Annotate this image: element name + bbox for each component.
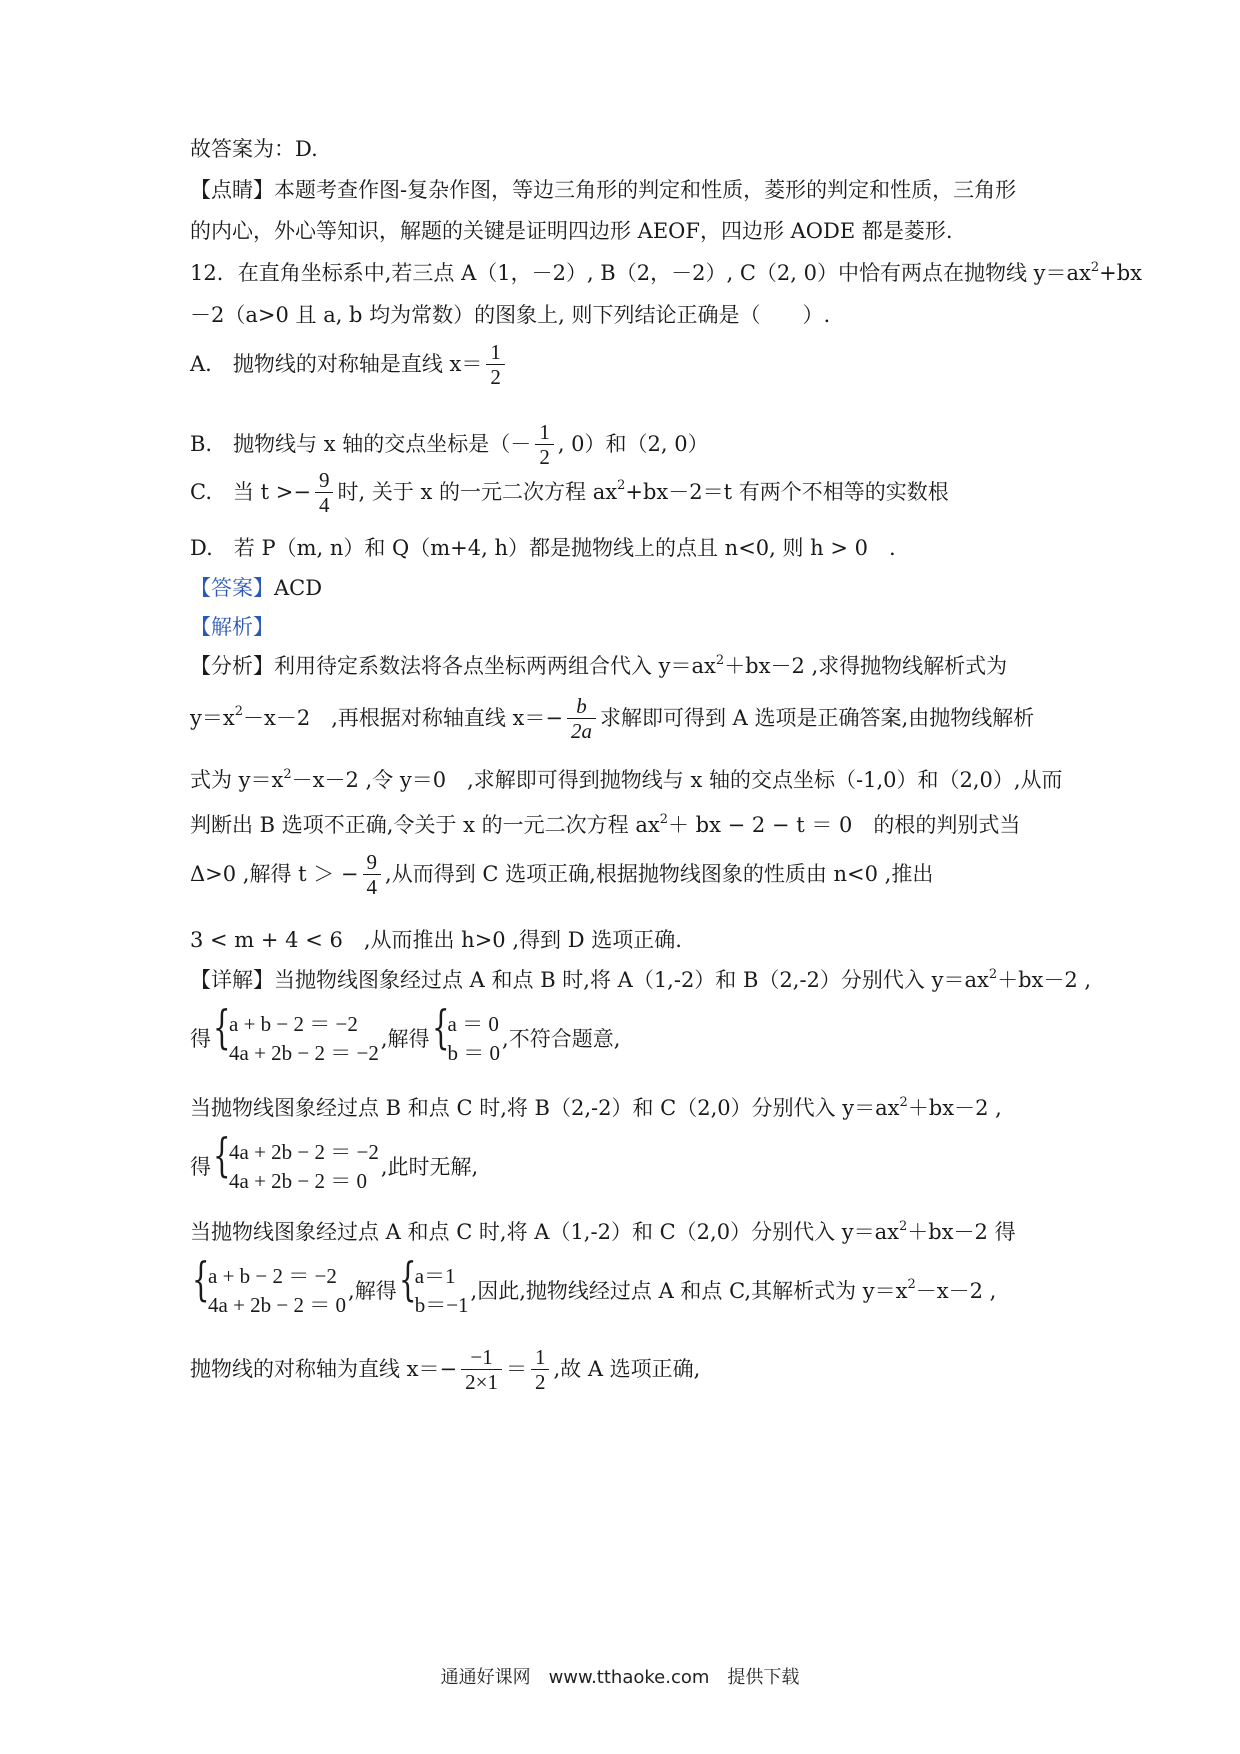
option-a [190,340,509,389]
question-text-tail: +bx [1099,261,1143,285]
system-suffix: ,不符合题意, [502,1026,621,1051]
fenxi-text: －x－2 ,令 y＝0 ,求解即可得到抛物线与 x 轴的交点坐标（-1,0）和（2,0）,从而 [291,768,1063,792]
option-b-text: B. 抛物线与 x 轴的交点坐标是（－ [190,432,532,457]
fenxi-text-tail: 求解即可得到 A 选项是正确答案,由抛物线解析 [600,706,1035,731]
fenxi-text: －x－2 ,再根据对称轴直线 x＝− [243,706,563,731]
xiangjie-line-2 [190,1095,1002,1120]
fraction-b-over-2a: $\frac{b}{2a}$ [567,694,596,743]
system-suffix: ,因此,抛物线经过点 A 和点 C,其解析式为 y＝x [470,1278,908,1303]
xiangjie-line-1 [190,967,1092,992]
question-text: 12．在直角坐标系中,若三点 A（1，－2）, B（2，－2）, C（2, 0）中恰有两点在抛物线 y＝ax [190,261,1091,285]
last-line-text-tail: ,故 A 选项正确, [553,1357,701,1382]
xiangjie-text: 当抛物线图象经过点 A 和点 C 时,将 A（1,-2）和 C（2,0）分别代入 y＝ax [190,1220,899,1244]
fraction-nine-quarters: $\frac{9}{4}$ [363,850,382,899]
xiangjie-text-tail: ＋bx－2 , [907,1096,1002,1120]
fenxi-tag: 【分析】 [190,654,274,678]
system-mid: ,解得 [348,1278,397,1303]
fraction-half: $\frac{1}{2}$ [535,420,554,469]
superscript: 2 [715,653,725,668]
fenxi-text: Δ>0 ,解得 t ＞ − [190,862,359,887]
fenxi-line-3 [190,767,1063,792]
option-c-text-tail: +bx－2＝t 有两个不相等的实数根 [625,480,949,505]
equation-system-3: { a + b − 2 ＝ −2 4a + 2b − 2 ＝ 0 [192,1252,347,1318]
superscript: 2 [617,478,626,494]
fenxi-text: 判断出 B 选项不正确,令关于 x 的一元二次方程 ax [190,813,660,837]
last-line: 抛物线的对称轴为直线 x＝− $\frac{-1}{2\times 1}$ ＝ $\frac{1}{2}$ ,故 A 选项正确, [190,1345,701,1395]
system-prefix: 得 [190,1026,211,1051]
system-prefix: 得 [190,1154,211,1179]
fenxi-text-tail: ,从而得到 C 选项正确,根据抛物线图象的性质由 n<0 ,推出 [385,862,934,887]
solution-system-3: { a＝1 b＝−1 [398,1252,469,1318]
superscript: 2 [898,1219,908,1234]
superscript: 2 [1090,260,1100,275]
solution-system-1: { a ＝ 0 b ＝ 0 [431,1000,501,1066]
xiangjie-tag: 【详解】 [190,968,274,992]
superscript: 2 [907,1276,916,1292]
fenxi-line-6: 3 < m + 4 < 6 ,从而推出 h>0 ,得到 D 选项正确. [190,928,682,952]
superscript: 2 [283,767,292,782]
fenxi-line-1 [190,653,1008,678]
superscript: 2 [659,812,668,827]
xiangjie-text: 当抛物线图象经过点 A 和点 B 时,将 A（1,-2）和 B（2,-2）分别代入 y＝ax [274,968,989,992]
option-b [190,420,709,469]
superscript: 2 [899,1095,908,1110]
option-d: D. 若 P（m, n）和 Q（m+4, h）都是抛物线上的点且 n<0, 则 h > 0 . [190,536,896,560]
question-12-line-1 [190,260,1143,285]
option-c-text-mid: 时, 关于 x 的一元二次方程 ax [337,480,618,505]
fenxi-line-5 [190,850,933,899]
question-12-line-2: －2（a>0 且 a, b 均为常数）的图象上, 则下列结论正确是（ ）. [190,303,831,327]
superscript: 2 [988,967,998,982]
fenxi-eq: 式为 y＝x [190,768,284,792]
fenxi-text-tail: ＋bx－2 ,求得抛物线解析式为 [724,654,1008,678]
fenxi-eq: y＝x [190,706,235,731]
answer-value: ACD [274,576,323,600]
xiangjie-text: 当抛物线图象经过点 B 和点 C 时,将 B（2,-2）和 C（2,0）分别代入 y＝ax [190,1096,900,1120]
jiexi-line [190,617,274,638]
dianjing-text: 本题考查作图-复杂作图，等边三角形的判定和性质，菱形的判定和性质，三角形 [274,178,1017,202]
option-c [190,468,949,517]
system-3 [190,1252,997,1321]
xiangjie-line-3 [190,1219,1016,1244]
jiexi-tag: 【解析】 [190,615,274,639]
dianjing-line-1 [190,180,1016,201]
system-mid: ,解得 [380,1026,430,1051]
equation-system-1: { a + b − 2 ＝ −2 4a + 2b − 2 ＝ −2 [213,1000,379,1066]
system-1 [190,1000,621,1069]
fenxi-line-4 [190,812,1021,837]
system-suffix-tail: －x－2 , [915,1278,997,1303]
fraction-nine-quarters: $\frac{9}{4}$ [315,468,334,517]
fraction-half: $\frac{1}{2}$ [531,1345,550,1394]
dianjing-line-2: 的内心，外心等知识，解题的关键是证明四边形 AEOF，四边形 AODE 都是菱形. [190,219,953,243]
fenxi-text: 利用待定系数法将各点坐标两两组合代入 y＝ax [274,654,716,678]
page-footer: 通通好课网 www.tthaoke.com 提供下载 [440,1667,800,1688]
dianjing-tag: 【点睛】 [190,178,274,202]
option-b-text-tail: , 0）和（2, 0） [557,432,709,457]
fenxi-text-tail: ＋ bx − 2 − t ＝ 0 的根的判别式当 [667,813,1021,837]
fenxi-line-2 [190,694,1034,743]
answer-tag: 【答案】 [190,576,274,600]
option-a-text: A. 抛物线的对称轴是直线 x＝ [190,352,483,377]
answer-line [190,578,322,599]
xiangjie-text-tail: ＋bx－2 得 [907,1220,1016,1244]
xiangjie-text-tail: ＋bx－2 , [997,968,1092,992]
option-c-text: C. 当 t >− [190,480,311,505]
system-2 [190,1128,479,1197]
superscript: 2 [234,704,243,720]
fraction-half: $\frac{1}{2}$ [486,340,505,389]
fraction-minus-one-over-two: $\frac{-1}{2\times 1}$ [461,1345,502,1394]
line-answer-d: 故答案为：D. [190,137,318,161]
system-suffix: ,此时无解, [380,1154,479,1179]
last-line-text: 抛物线的对称轴为直线 x＝− [190,1357,458,1382]
equation-system-2: { 4a + 2b − 2 ＝ −2 4a + 2b − 2 ＝ 0 [213,1128,379,1194]
